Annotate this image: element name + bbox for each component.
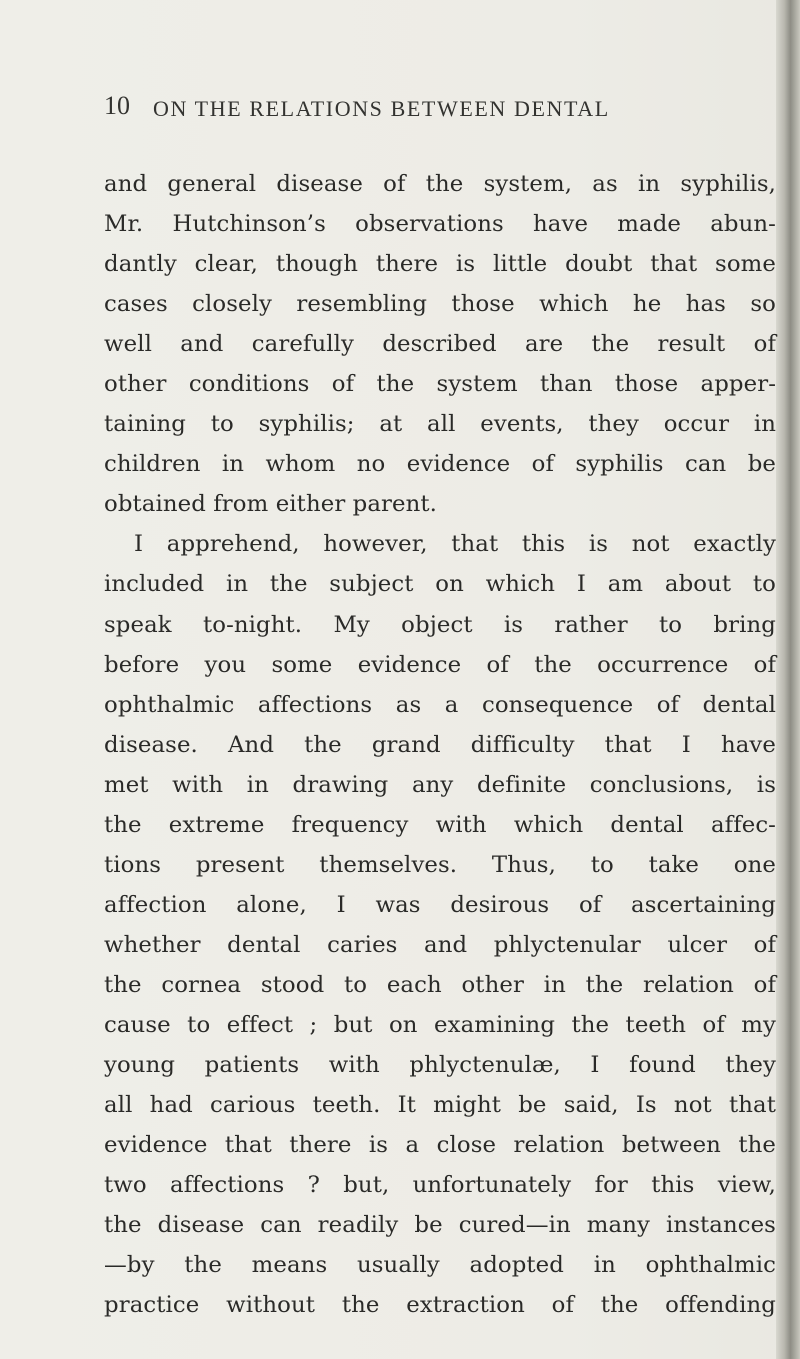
text-line: practice without the extraction of the offending (104, 1292, 776, 1319)
text-line: young patients with phlyctenulæ, I found they (104, 1052, 776, 1079)
book-spine-shadow (776, 0, 800, 1359)
text-line: ophthalmic affections as a consequence of dental (104, 691, 776, 718)
text-line: evidence that there is a close relation between the (104, 1132, 776, 1159)
text-line: met with in drawing any definite conclusions, is (104, 771, 776, 798)
text-line: dantly clear, though there is little doubt that some (104, 251, 776, 278)
text-line: disease. And the grand difficulty that I have (104, 731, 776, 758)
text-line: included in the subject on which I am about to (104, 571, 776, 598)
text-line: before you some evidence of the occurrence of (104, 651, 776, 678)
text-line: —by the means usually adopted in ophthalmic (104, 1252, 776, 1279)
text-line: affection alone, I was desirous of ascertaining (104, 891, 776, 918)
text-line: tions present themselves. Thus, to take one (104, 851, 776, 878)
text-line: taining to syphilis; at all events, they occur in (104, 411, 776, 438)
text-line: cause to effect ; but on examining the teeth of my (104, 1011, 776, 1038)
body-text (104, 164, 776, 1325)
text-line: I apprehend, however, that this is not exactly (134, 531, 776, 558)
page-number: 10 (104, 91, 130, 120)
text-line: and general disease of the system, as in syphilis, (104, 171, 776, 197)
text-line: children in whom no evidence of syphilis can be (104, 451, 776, 478)
text-line: two affections ? but, unfortunately for this view, (104, 1172, 776, 1199)
text-line: the disease can readily be cured—in many instances (104, 1212, 776, 1239)
text-line: well and carefully described are the result of (104, 331, 776, 358)
text-line: Mr. Hutchinson’s observations have made abun- (104, 211, 776, 238)
running-title: ON THE RELATIONS BETWEEN DENTAL (153, 96, 610, 121)
text-line: cases closely resembling those which he has so (104, 291, 776, 318)
text-line: the cornea stood to each other in the relation of (104, 971, 776, 998)
text-line: obtained from either parent. (104, 491, 438, 518)
text-line: speak to-night. My object is rather to bring (104, 611, 776, 638)
text-line: whether dental caries and phlyctenular ulcer of (104, 931, 776, 958)
text-line: all had carious teeth. It might be said, Is not that (104, 1092, 776, 1119)
text-line: the extreme frequency with which dental affec- (104, 811, 776, 838)
text-line: other conditions of the system than those apper- (104, 371, 776, 398)
